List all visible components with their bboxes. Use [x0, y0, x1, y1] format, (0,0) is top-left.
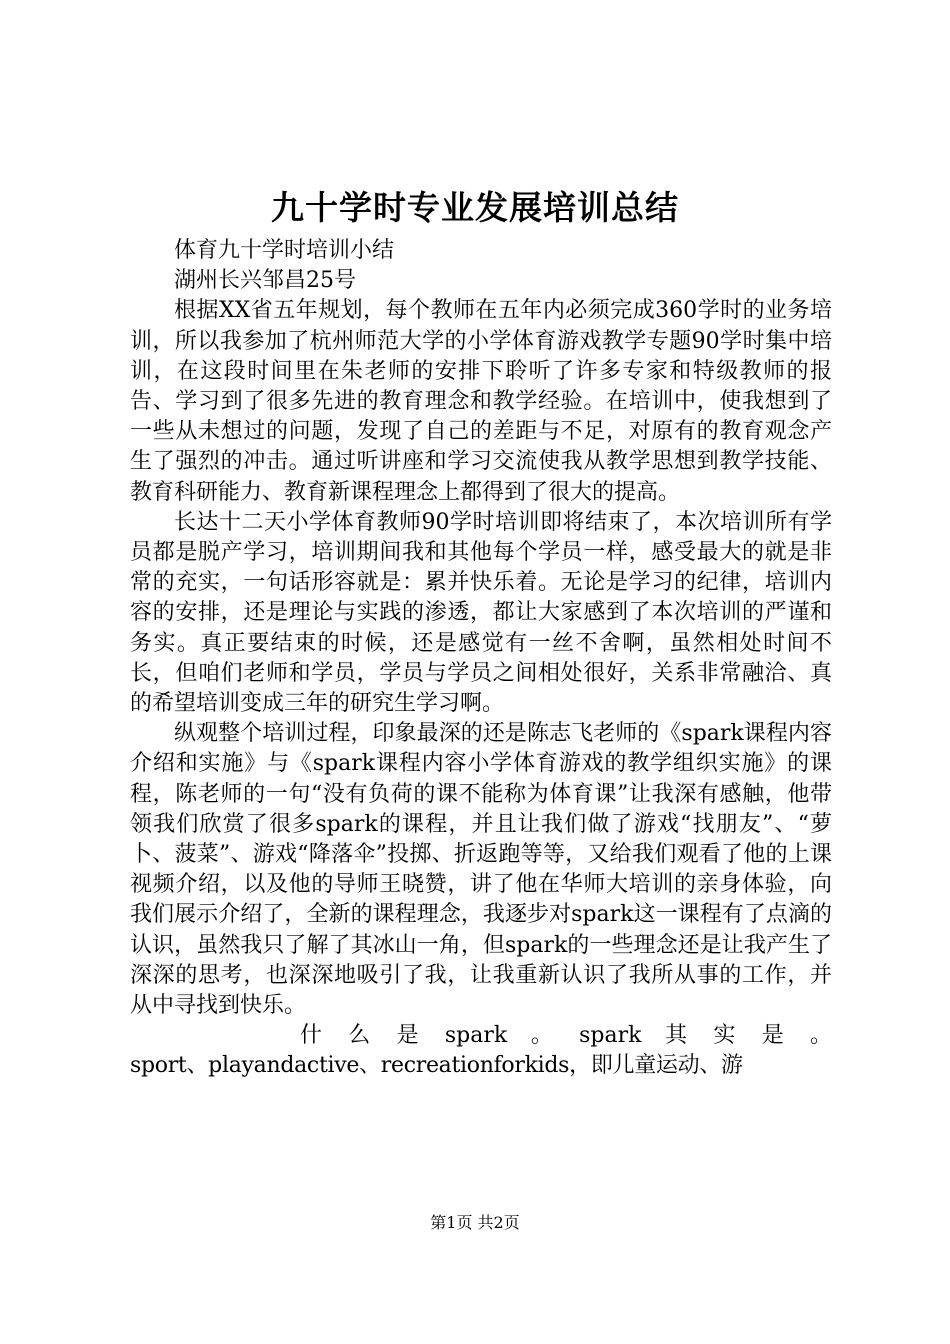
- document-title: 九十学时专业发展培训总结: [271, 188, 679, 227]
- subtitle-line: 体育九十学时培训小结: [174, 238, 395, 263]
- spark-question-line: 什 么 是 spark 。 spark 其 实 是 。: [300, 1023, 832, 1049]
- page-number-footer: 第1页 共2页: [430, 1213, 520, 1232]
- address-line: 湖州长兴邹昌25号: [174, 268, 356, 294]
- paragraph-1: 根据XX省五年规划，每个教师在五年内必须完成360学时的业务培训，所以我参加了杭州师范大学的小学体育游戏教学专题90学时集中培训，在这段时间里在朱老师的安排下聆听了许多专家和特级教师的报告、学习到了很多先进的教育理念和教学经验。在培训中，使我想到了一些从未想过的问题，发现了自己的差距与不足，对原有的教育观念产生了强烈的冲击。通过听讲座和学习交流使我从教学思想到教学技能、教育科研能力、教育新课程理念上都得到了很大的提高。: [130, 298, 832, 505]
- document-body: [130, 236, 832, 1082]
- paragraph-2: 长达十二天小学体育教师90学时培训即将结束了，本次培训所有学员都是脱产学习，培训期间我和其他每个学员一样，感受最大的就是非常的充实，一句话形容就是：累并快乐着。无论是学习的纪律，培训内容的安排，还是理论与实践的渗透，都让大家感到了本次培训的严谨和务实。真正要结束的时候，还是感觉有一丝不舍啊，虽然相处时间不长，但咱们老师和学员，学员与学员之间相处很好，关系非常融洽、真的希望培训变成三年的研究生学习啊。: [130, 509, 832, 717]
- spark-definition-line: sport、playandactive、recreationforkids，即儿童运动、游: [130, 1053, 743, 1079]
- paragraph-3: 纵观整个培训过程，印象最深的还是陈志飞老师的《spark课程内容介绍和实施》与《spark课程内容小学体育游戏的教学组织实施》的课程，陈老师的一句“没有负荷的课不能称为体育课”让我深有感触，他带领我们欣赏了很多spark的课程，并且让我们做了游戏“找朋友”、“萝卜、菠菜”、游戏“降落伞”投掷、折返跑等等，又给我们观看了他的上课视频介绍，以及他的导师王晓赞，讲了他在华师大培训的亲身体验，向我们展示介绍了，全新的课程理念，我逐步对spark这一课程有了点滴的认识，虽然我只了解了其冰山一角，但spark的一些理念还是让我产生了深深的思考，也深深地吸引了我，让我重新认识了我所从事的工作，并从中寻找到快乐。: [130, 721, 832, 1019]
